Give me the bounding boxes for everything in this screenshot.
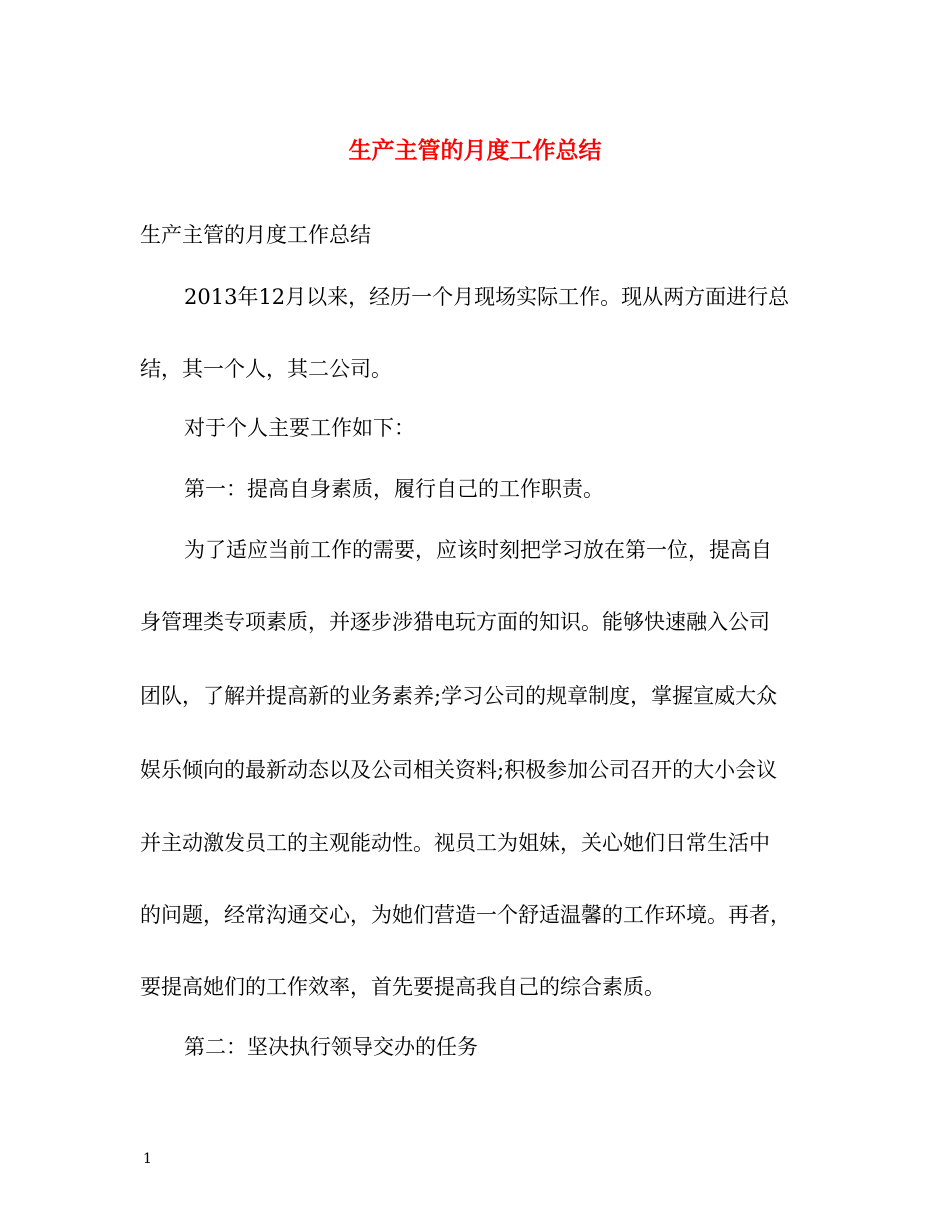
page-number: 1 bbox=[143, 1151, 152, 1167]
paragraph-line: 2013年12月以来，经历一个月现场实际工作。现从两方面进行总 bbox=[184, 285, 790, 309]
paragraph-line: 要提高她们的工作效率，首先要提高我自己的综合素质。 bbox=[140, 975, 665, 999]
paragraph-line: 团队，了解并提高新的业务素养;学习公司的规章制度，掌握宣威大众 bbox=[140, 684, 778, 708]
paragraph-line: 为了适应当前工作的需要，应该时刻把学习放在第一位，提高自 bbox=[184, 538, 772, 562]
paragraph-line: 娱乐倾向的最新动态以及公司相关资料;积极参加公司召开的大小会议 bbox=[140, 758, 778, 782]
paragraph-line: 第二：坚决执行领导交办的任务 bbox=[184, 1035, 478, 1059]
paragraph-line: 的问题，经常沟通交心，为她们营造一个舒适温馨的工作环境。再者， bbox=[140, 903, 791, 927]
paragraph-line: 身管理类专项素质，并逐步涉猎电玩方面的知识。能够快速融入公司 bbox=[140, 610, 770, 634]
paragraph-line: 对于个人主要工作如下： bbox=[184, 416, 415, 440]
document-title: 生产主管的月度工作总结 bbox=[348, 137, 602, 164]
paragraph-line: 结，其一个人，其二公司。 bbox=[140, 357, 392, 381]
paragraph-line: 并主动激发员工的主观能动性。视员工为姐妹，关心她们日常生活中 bbox=[140, 831, 770, 855]
paragraph-line: 第一：提高自身素质，履行自己的工作职责。 bbox=[184, 477, 604, 501]
document-subtitle: 生产主管的月度工作总结 bbox=[140, 223, 371, 247]
